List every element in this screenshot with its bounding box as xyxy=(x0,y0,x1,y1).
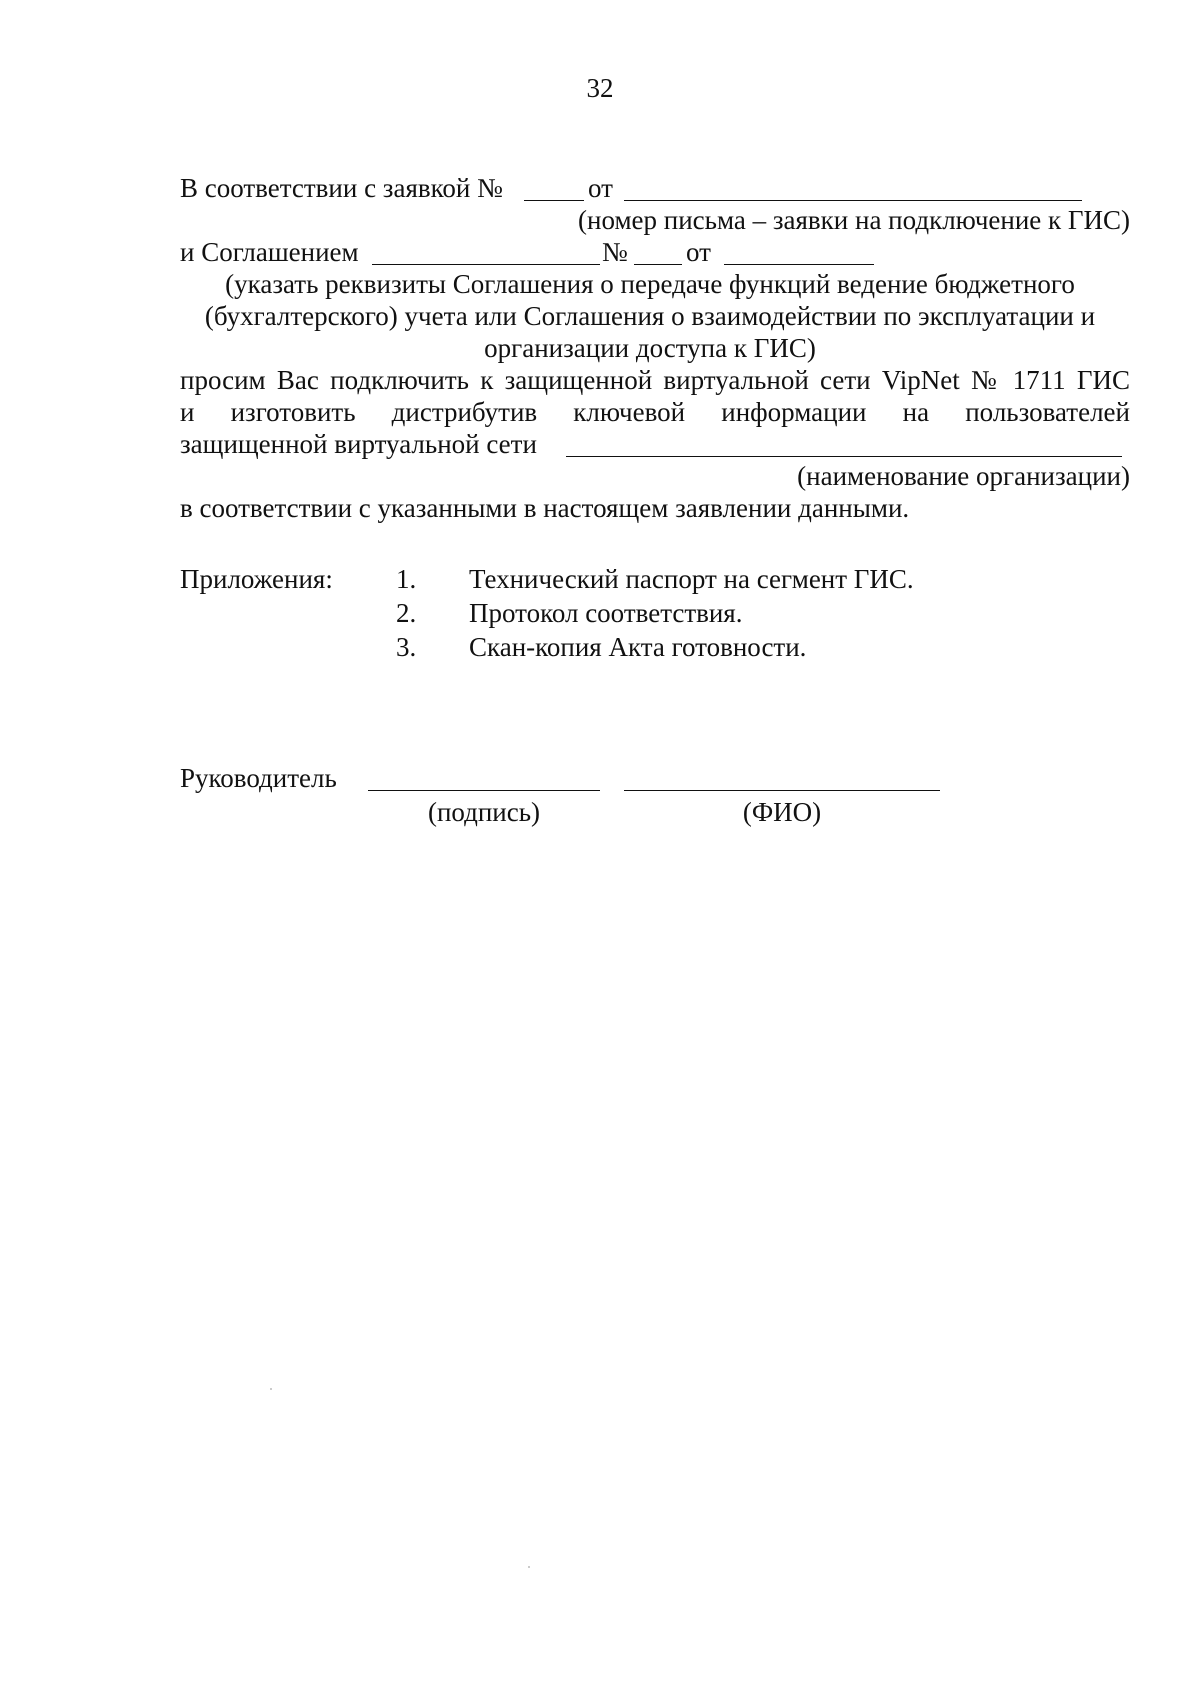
request-date-label: от xyxy=(588,173,613,203)
attachments-label: Приложения: xyxy=(180,564,333,594)
full-name-hint: (ФИО) xyxy=(742,797,822,827)
agreement-date-blank xyxy=(724,264,874,265)
organization-blank xyxy=(566,456,1122,457)
agreement-number-label: № xyxy=(602,237,628,267)
attachment-number: 2. xyxy=(396,598,417,628)
body-line-1: просим Вас подключить к защищенной виртуальной сети VipNet № 1711 ГИС xyxy=(180,365,1130,395)
body-line-4: в соответствии с указанными в настоящем заявлении данными. xyxy=(180,493,910,523)
attachment-text: Скан-копия Акта готовности. xyxy=(469,632,807,662)
agreement-date-label: от xyxy=(686,237,711,267)
scan-speck xyxy=(270,1388,272,1390)
signature-label: Руководитель xyxy=(180,763,337,793)
request-date-blank xyxy=(624,200,1082,201)
scan-speck xyxy=(528,1566,530,1568)
agreement-label: и Соглашением xyxy=(180,237,359,267)
attachment-text: Технический паспорт на сегмент ГИС. xyxy=(469,564,914,594)
full-name-blank xyxy=(624,790,940,791)
attachment-number: 1. xyxy=(396,564,417,594)
attachment-number: 3. xyxy=(396,632,417,662)
signature-blank xyxy=(368,790,600,791)
organization-hint: (наименование организации) xyxy=(797,461,1130,491)
body-line-2: и изготовить дистрибутив ключевой информации на пользователей xyxy=(180,397,1130,427)
agreement-blank xyxy=(372,264,600,265)
agreement-number-blank xyxy=(634,264,682,265)
body-line-3: защищенной виртуальной сети xyxy=(180,429,537,459)
agreement-hint-line-3: организации доступа к ГИС) xyxy=(484,333,816,363)
request-number-label: В соответствии с заявкой № xyxy=(180,173,503,203)
agreement-hint-line-2: (бухгалтерского) учета или Соглашения о взаимодействии по эксплуатации и xyxy=(204,301,1096,331)
signature-hint: (подпись) xyxy=(427,797,541,827)
request-number-blank xyxy=(524,200,584,201)
letter-hint: (номер письма – заявки на подключение к ГИС) xyxy=(578,205,1130,235)
attachment-text: Протокол соответствия. xyxy=(469,598,743,628)
page-number: 32 xyxy=(586,73,614,103)
agreement-hint-line-1: (указать реквизиты Соглашения о передаче функций ведение бюджетного xyxy=(225,269,1075,299)
